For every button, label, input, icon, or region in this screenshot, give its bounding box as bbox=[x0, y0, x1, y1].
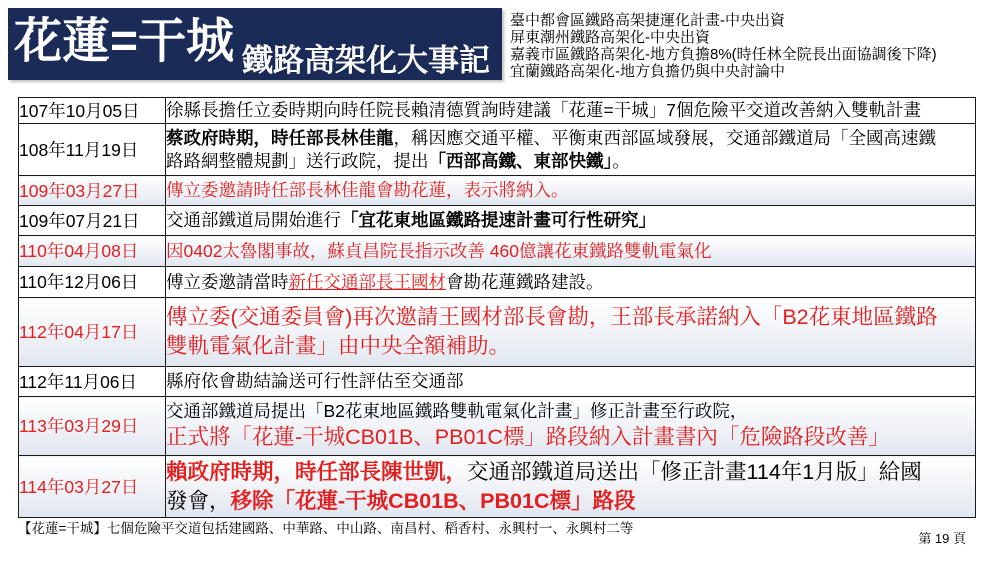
event-date: 110年04月08日 bbox=[19, 236, 166, 267]
footnote: 【花蓮=干城】七個危險平交道包括建國路、中華路、中山路、南昌村、稻香村、永興村一、永興村二等 bbox=[18, 521, 634, 536]
event-description bbox=[166, 397, 976, 456]
event-text: 傅立委邀請當時 bbox=[166, 271, 289, 292]
event-line bbox=[166, 179, 975, 202]
side-note: 臺中都會區鐵路高架捷運化計畫-中央出資 bbox=[510, 12, 785, 29]
event-text-emphasis: 正式將「花蓮-干城CB01B、PB01C標」路段納入計畫書內「危險路段改善」 bbox=[166, 425, 890, 449]
timeline-row bbox=[19, 367, 976, 397]
event-text: 徐縣長擔任立委時期向時任院長賴清德質詢時建議「花蓮=干城」7個危險平交道改善納入雙軌計畫 bbox=[166, 100, 921, 120]
event-date: 108年11月19日 bbox=[19, 124, 166, 176]
event-text: 雙軌電氣化計畫」由中央全額補助。 bbox=[166, 334, 511, 358]
event-date: 112年11月06日 bbox=[19, 367, 166, 397]
event-date: 109年07月21日 bbox=[19, 206, 166, 236]
slide-title: 花蓮=干城 bbox=[14, 15, 235, 68]
side-note: 屏東潮州鐵路高架化-中央出資 bbox=[510, 29, 710, 46]
event-line bbox=[166, 271, 975, 294]
event-line bbox=[166, 209, 975, 232]
timeline-table bbox=[18, 97, 976, 518]
event-text: 交通部鐵道局提出「B2花東地區鐵路雙軌電氣化計畫」修正計畫至行政院， bbox=[166, 401, 748, 421]
timeline-row bbox=[19, 206, 976, 236]
event-line bbox=[166, 423, 975, 452]
timeline-row bbox=[19, 176, 976, 206]
timeline-row bbox=[19, 456, 976, 518]
event-description bbox=[166, 456, 976, 518]
event-date: 110年12月06日 bbox=[19, 267, 166, 298]
event-text: 傳立委(交通委員會)再次邀請王國材部長會勘，王部長承諾納入「B2花東地區鐵路 bbox=[166, 305, 938, 329]
event-text-emphasis: 新任交通部長王國材 bbox=[288, 271, 446, 292]
timeline-row bbox=[19, 298, 976, 367]
event-line bbox=[166, 240, 975, 263]
event-line bbox=[166, 303, 975, 332]
timeline-row bbox=[19, 236, 976, 267]
event-description bbox=[166, 267, 976, 298]
event-text: 會勘花蓮鐵路建設。 bbox=[446, 271, 604, 292]
event-text-emphasis: 「宜花東地區鐵路提速計畫可行性研究」 bbox=[341, 210, 656, 230]
slide-subtitle: 鐵路高架化大事記 bbox=[242, 43, 490, 78]
event-text: 路路網整體規劃」送行政院，提出 bbox=[166, 150, 429, 171]
event-text: 交通部鐵道局送出「修正計畫114年1月版」給國 bbox=[467, 459, 922, 484]
event-line bbox=[166, 400, 975, 423]
timeline-row bbox=[19, 98, 976, 124]
event-date: 109年03月27日 bbox=[19, 176, 166, 206]
event-date: 114年03月27日 bbox=[19, 456, 166, 518]
event-description bbox=[166, 236, 976, 267]
event-text: 傳立委邀請時任部長林佳龍會勘花蓮，表示將納入。 bbox=[166, 180, 569, 200]
side-note: 嘉義市區鐵路高架化-地方負擔8%(時任林全院長出面協調後下降) bbox=[510, 46, 937, 63]
side-note: 宜蘭鐵路高架化-地方負擔仍與中央討論中 bbox=[510, 63, 785, 80]
event-text-emphasis: 蔡政府時期，時任部長林佳龍 bbox=[166, 127, 394, 148]
event-description bbox=[166, 98, 976, 124]
event-line bbox=[166, 99, 975, 122]
event-line bbox=[166, 127, 975, 150]
event-text: 縣府依會勘結論送可行性評估至交通部 bbox=[166, 371, 464, 391]
event-text-emphasis: 「西部高鐵、東部快鐵」 bbox=[428, 150, 613, 171]
event-line bbox=[166, 487, 975, 516]
event-line bbox=[166, 332, 975, 361]
event-date: 113年03月29日 bbox=[19, 397, 166, 456]
event-description bbox=[166, 298, 976, 367]
timeline-row bbox=[19, 267, 976, 298]
event-line bbox=[166, 458, 975, 487]
event-text: 交通部鐵道局開始進行 bbox=[166, 210, 341, 230]
event-date: 107年10月05日 bbox=[19, 98, 166, 124]
event-text: 。 bbox=[612, 150, 630, 171]
timeline-row bbox=[19, 397, 976, 456]
event-text: ，稱因應交通平權、平衡東西部區域發展，交通部鐵道局「全國高速鐵 bbox=[393, 127, 936, 148]
event-description bbox=[166, 176, 976, 206]
event-text-emphasis: 移除「花蓮-干城CB01B、PB01C標」路段 bbox=[230, 488, 636, 513]
event-line bbox=[166, 150, 975, 173]
event-text: 發會， bbox=[166, 488, 231, 513]
event-text-emphasis: 賴政府時期，時任部長陳世凱， bbox=[166, 459, 468, 484]
timeline-row bbox=[19, 124, 976, 176]
title-banner bbox=[8, 8, 502, 80]
event-description bbox=[166, 206, 976, 236]
event-text: 因0402太魯閣事故，蘇貞昌院長指示改善 460億讓花東鐵路雙軌電氣化 bbox=[166, 240, 712, 261]
event-description bbox=[166, 367, 976, 397]
page-number: 第 19 頁 bbox=[918, 531, 966, 546]
event-date: 112年04月17日 bbox=[19, 298, 166, 367]
side-notes bbox=[510, 12, 937, 80]
event-line bbox=[166, 370, 975, 393]
event-description bbox=[166, 124, 976, 176]
